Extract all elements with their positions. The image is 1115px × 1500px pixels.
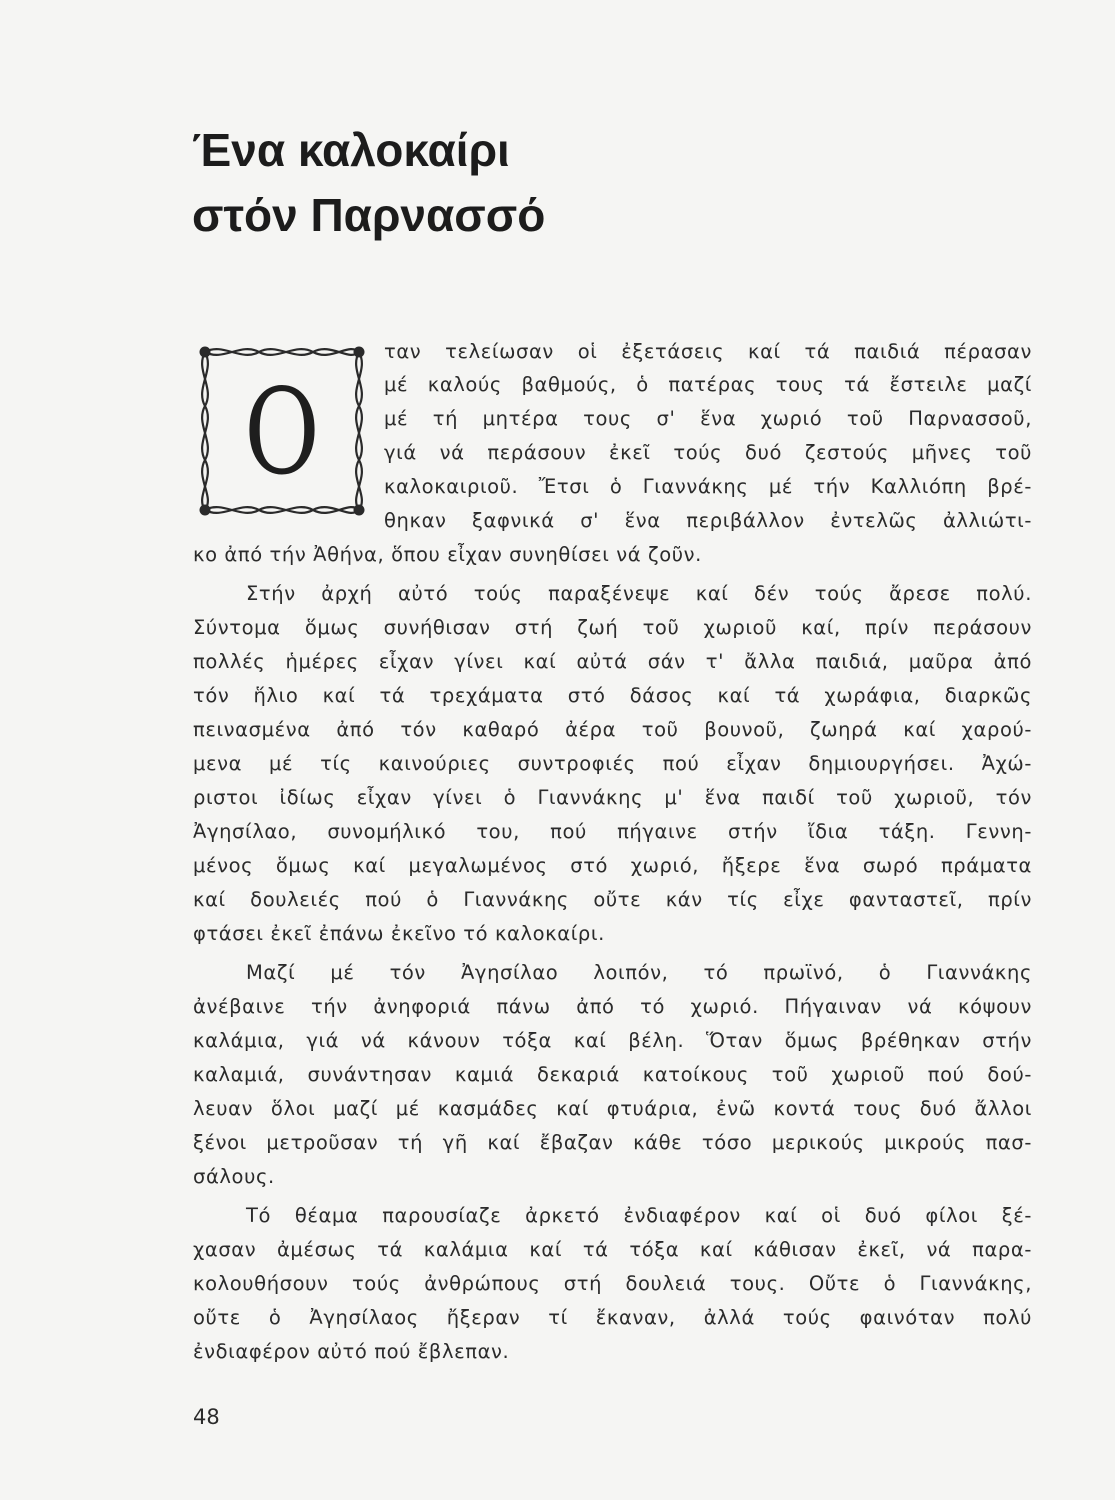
text-line: γιά νά περάσουν ἐκεῖ τούς δυό ζεστούς μῆνες τοῦ — [384, 441, 1032, 464]
text-line: μενα μέ τίς καινούριες συντροφιές πού εἶχαν δημιουργήσει. Ἀχώ- — [193, 752, 1032, 775]
text-line: Τό θέαμα παρουσίαζε ἀρκετό ἐνδιαφέρον καί οἱ δυό φίλοι ξέ- — [246, 1204, 1032, 1227]
text-line: μένος ὅμως καί μεγαλωμένος στό χωριό, ἤξερε ἕνα σωρό πράματα — [193, 854, 1032, 877]
text-line: ἐνδιαφέρον αὐτό πού ἔβλεπαν. — [193, 1340, 510, 1363]
text-line: καλοκαιριοῦ. Ἔτσι ὁ Γιαννάκης μέ τήν Καλλιόπη βρέ- — [384, 475, 1032, 498]
ornamental-dropcap — [193, 340, 371, 522]
text-line: θηκαν ξαφνικά σ' ἕνα περιβάλλον ἐντελῶς ἀλλιώτι- — [384, 509, 1032, 532]
chapter-title-line-1: Ένα καλοκαίρι — [192, 124, 510, 176]
text-line: ξένοι μετροῦσαν τή γῆ καί ἔβαζαν κάθε τόσο μερικούς μικρούς πασ- — [193, 1131, 1032, 1154]
text-line: σάλους. — [193, 1165, 275, 1188]
text-line: πολλές ἡμέρες εἶχαν γίνει καί αὐτά σάν τ' ἄλλα παιδιά, μαῦρα ἀπό — [193, 650, 1032, 673]
page-number: 48 — [193, 1405, 220, 1429]
text-line: πεινασμένα ἀπό τόν καθαρό ἀέρα τοῦ βουνοῦ, ζωηρά καί χαρού- — [193, 718, 1032, 741]
text-line: μέ καλούς βαθμούς, ὁ πατέρας τους τά ἔστειλε μαζί — [384, 373, 1032, 396]
dropcap-frame-icon — [193, 340, 371, 522]
text-line: κο ἀπό τήν Ἀθήνα, ὅπου εἶχαν συνηθίσει νά ζοῦν. — [193, 543, 702, 566]
text-line: ταν τελείωσαν οἱ ἐξετάσεις καί τά παιδιά πέρασαν — [384, 340, 1032, 363]
text-line: καλάμια, γιά νά κάνουν τόξα καί βέλη. Ὅταν ὅμως βρέθηκαν στήν — [193, 1029, 1032, 1052]
text-line: Ἀγησίλαο, συνομήλικό του, πού πήγαινε στήν ἴδια τάξη. Γεννη- — [193, 820, 1032, 843]
text-line: Μαζί μέ τόν Ἀγησίλαο λοιπόν, τό πρωϊνό, ὁ Γιαννάκης — [246, 961, 1032, 984]
text-line: ριστοι ἰδίως εἶχαν γίνει ὁ Γιαννάκης μ' ἕνα παιδί τοῦ χωριοῦ, τόν — [193, 786, 1032, 809]
text-line: οὔτε ὁ Ἀγησίλαος ἤξεραν τί ἔκαναν, ἀλλά τούς φαινόταν πολύ — [193, 1306, 1032, 1329]
text-line: καί δουλειές πού ὁ Γιαννάκης οὔτε κάν τίς εἶχε φανταστεῖ, πρίν — [193, 888, 1032, 911]
dropcap-letter: Ο — [244, 363, 320, 501]
text-line: ἀνέβαινε τήν ἀνηφοριά πάνω ἀπό τό χωριό. Πήγαιναν νά κόψουν — [193, 995, 1032, 1018]
chapter-title-line-2: στόν Παρνασσό — [192, 189, 546, 241]
text-line: φτάσει ἐκεῖ ἐπάνω ἐκεῖνο τό καλοκαίρι. — [193, 922, 605, 945]
text-line: καλαμιά, συνάντησαν καμιά δεκαριά κατοίκους τοῦ χωριοῦ πού δού- — [193, 1063, 1032, 1086]
text-line: χασαν ἀμέσως τά καλάμια καί τά τόξα καί κάθισαν ἐκεῖ, νά παρα- — [193, 1238, 1032, 1261]
chapter-title — [192, 118, 712, 248]
text-line: Σύντομα ὅμως συνήθισαν στή ζωή τοῦ χωριοῦ καί, πρίν περάσουν — [193, 616, 1032, 639]
text-line: Στήν ἀρχή αὐτό τούς παραξένεψε καί δέν τούς ἄρεσε πολύ. — [246, 582, 1032, 605]
text-line: κολουθήσουν τούς ἀνθρώπους στή δουλειά τους. Οὔτε ὁ Γιαννάκης, — [193, 1272, 1032, 1295]
text-line: μέ τή μητέρα τους σ' ἕνα χωριό τοῦ Παρνασσοῦ, — [384, 407, 1032, 430]
text-line: λευαν ὅλοι μαζί μέ κασμάδες καί φτυάρια, ἐνῶ κοντά τους δυό ἄλλοι — [193, 1097, 1032, 1120]
text-line: τόν ἥλιο καί τά τρεχάματα στό δάσος καί τά χωράφια, διαρκῶς — [193, 684, 1032, 707]
